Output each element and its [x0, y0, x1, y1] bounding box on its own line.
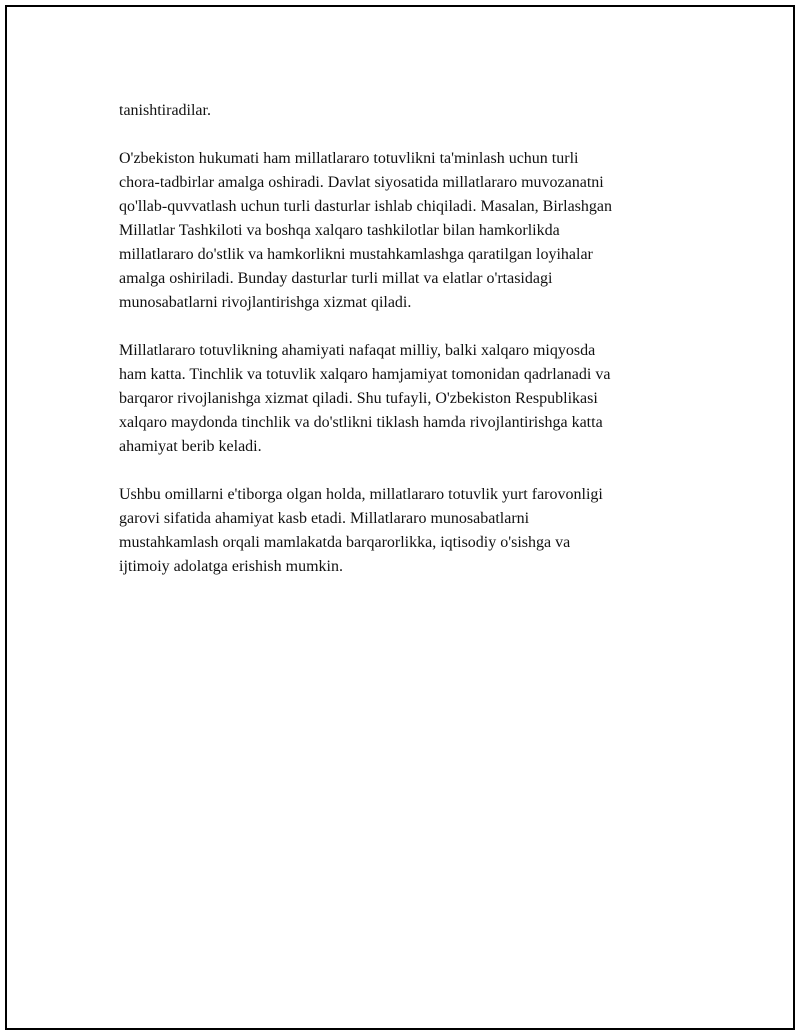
document-body — [119, 99, 699, 603]
paragraph: Ushbu omillarni e'tiborga olgan holda, millatlararo totuvlik yurt farovonligi garovi sifatida ahamiyat kasb etadi. Millatlararo munosabatlarni mustahkamlash orqali mamlakatda barqarorlikka, iqtisodiy o'sishga va ijtimoiy adolatga erishish mumkin. — [119, 486, 603, 575]
document-page — [5, 5, 795, 1030]
paragraph: tanishtiradilar. — [119, 102, 211, 119]
paragraph: O'zbekiston hukumati ham millatlararo totuvlikni ta'minlash uchun turli chora-tadbirlar amalga oshiradi. Davlat siyosatida millatlararo muvozanatni qo'llab-quvvatlash uchun turli dasturlar ishlab chiqiladi. Masalan, Birlashgan Millatlar Tashkiloti va boshqa xalqaro tashkilotlar bilan hamkorlikda millatlararo do'stlik va hamkorlikni mustahkamlashga qaratilgan loyihalar amalga oshiriladi. Bunday dasturlar turli millat va elatlar o'rtasidagi munosabatlarni rivojlantirishga xizmat qiladi. — [119, 150, 612, 311]
paragraph: Millatlararo totuvlikning ahamiyati nafaqat milliy, balki xalqaro miqyosda ham katta. Tinchlik va totuvlik xalqaro hamjamiyat tomonidan qadrlanadi va barqaror rivojlanishga xizmat qiladi. Shu tufayli, O'zbekiston Respublikasi xalqaro maydonda tinchlik va do'stlikni tiklash hamda rivojlantirishga katta ahamiyat berib keladi. — [119, 342, 611, 455]
